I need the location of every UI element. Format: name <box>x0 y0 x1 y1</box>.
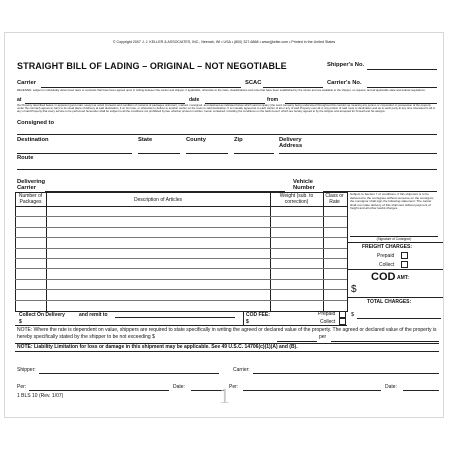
delivery-address-label: Delivery Address <box>279 137 303 149</box>
delivering-carrier-label: Delivering Carrier <box>17 179 46 191</box>
copyright-line: © Copyright 2007 J. J. KELLER & ASSOCIATES, INC., Neenah, WI • USA • (800) 327-6868 • www.jjkeller.com • Printed in the United States <box>112 40 336 44</box>
cod-fee-collect-checkbox[interactable] <box>339 318 346 325</box>
table-row[interactable] <box>15 300 347 301</box>
shipper-date-label: Date: <box>173 384 185 390</box>
route-label: Route <box>17 155 34 161</box>
cod-fee-prepaid-checkbox[interactable] <box>339 311 346 318</box>
date-label: date <box>189 97 200 103</box>
shipper-per-label: Per: <box>17 384 27 390</box>
cod-label: COD <box>371 271 396 283</box>
freight-prepaid-label: Prepaid <box>377 253 395 259</box>
scac-field[interactable] <box>263 87 323 88</box>
collect-on-delivery-label: Collect On Delivery <box>19 312 65 318</box>
carrier-signature-label: Carrier: <box>233 367 250 373</box>
consigned-to-field[interactable] <box>17 134 437 135</box>
at-label: at <box>17 97 22 103</box>
col-description-header: Description of Articles <box>133 197 183 203</box>
destination-field[interactable] <box>17 153 132 154</box>
zip-label: Zip <box>234 137 243 143</box>
table-row[interactable] <box>15 268 347 269</box>
shipper-field[interactable] <box>39 373 219 374</box>
shipper-per-field[interactable] <box>29 390 169 391</box>
cod-fee-collect-label: Collect <box>320 319 336 325</box>
destination-label: Destination <box>17 137 49 143</box>
carrier-signature-field[interactable] <box>253 373 439 374</box>
carrier-field[interactable] <box>41 87 241 88</box>
received-text: RECEIVED, subject to individually determined rates or contracts that have been agreed upon in writing between the carrier and shipper, if applicable, otherwise to the rates, classifications and rules that have been established by the carrier and are available to the shipper, on request, and all applicable state and federal regulations: <box>17 89 426 92</box>
table-row[interactable] <box>15 237 347 238</box>
remit-to-field[interactable] <box>115 317 235 318</box>
declared-value-field[interactable] <box>277 341 317 342</box>
liability-note: NOTE: Liability Limitation for loss or damage in this shipment may be applicable. See 49 U.S.C. 14706(c)(1)(A) and (B). <box>17 344 298 350</box>
zip-field[interactable] <box>234 153 274 154</box>
shippers-no-field[interactable] <box>367 69 437 70</box>
delivery-address-field[interactable] <box>279 153 437 154</box>
consigned-to-label: Consigned to <box>17 120 55 126</box>
county-label: County <box>186 137 206 143</box>
per-text: per <box>319 334 327 340</box>
carrier-per-label: Per: <box>229 384 239 390</box>
from-label: from <box>267 97 279 103</box>
declared-per-field[interactable] <box>331 341 439 342</box>
total-dollar-sign: $ <box>351 312 355 318</box>
carrier-label: Carrier <box>17 80 37 86</box>
freight-collect-checkbox[interactable] <box>401 261 408 268</box>
property-text: the Property described below, in apparent good order, except as noted (contents and condition of contents of packages unknown), marked, consigned, and destined as indicated below which said company (the word company being understood throughout this contract as meaning any person or corporation in possession of the property under the contract) agrees to carry to its usual place of delivery at said destination, if on its route, or otherwise to deliver to another carrier on the route to said destination. It is mutually agreed as to each carrier of all or any of said Property over all or any portion of said route to destination and as to each party at any time interested in all or any of said Property that every service to be performed hereunder shall be subject to all the conditions not prohibited by law, whether printed or written, herein contained, including the conditions on the back hereof, which are hereby agreed to by the shipper and accepted for himself and his assigns. <box>17 104 436 114</box>
cod-amt-label: AMT: <box>397 275 409 281</box>
col-weight-header: Weight (sub. to correction) <box>279 193 314 205</box>
carriers-no-field[interactable] <box>367 87 437 88</box>
articles-table <box>15 192 348 312</box>
total-charges-label: TOTAL CHARGES: <box>367 299 412 305</box>
cod-fee-label: COD FEE: <box>246 312 270 318</box>
vehicle-number-label: Vehicle Number <box>293 179 315 191</box>
shipper-label: Shipper: <box>17 367 36 373</box>
state-field[interactable] <box>138 153 180 154</box>
col-packages-header: Number of Packages <box>18 193 43 205</box>
bill-of-lading-form <box>4 32 444 418</box>
cod-fee-prepaid-label: Prepaid <box>318 311 336 317</box>
carrier-date-label: Date: <box>385 384 397 390</box>
table-row[interactable] <box>15 216 347 217</box>
table-row[interactable] <box>15 258 347 259</box>
cod-dollar-sign: $ <box>351 284 357 295</box>
cod-fee-dollar: $ <box>246 319 249 325</box>
state-label: State <box>138 137 153 143</box>
section7-text: Subject to Section 7 of conditions, if this shipment is to be delivered to the consignee without recourse on the consignor, the consignor shall sign the following statement: The carrier shall not make delivery of this shipment without payment of freight and all other lawful charges. <box>350 193 435 211</box>
col-class-header: Class or Rate <box>325 193 344 205</box>
table-row[interactable] <box>15 279 347 280</box>
freight-charges-label: FREIGHT CHARGES: <box>362 244 412 250</box>
freight-collect-label: Collect <box>379 262 395 268</box>
scac-label: SCAC <box>245 80 262 86</box>
county-field[interactable] <box>186 153 228 154</box>
carrier-per-field[interactable] <box>243 390 381 391</box>
form-number: 1 BLS 10 (Rev. 1/07) <box>17 393 64 399</box>
table-row[interactable] <box>15 248 347 249</box>
table-row[interactable] <box>15 289 347 290</box>
table-row[interactable] <box>15 227 347 228</box>
copy-number: 1 <box>219 383 230 408</box>
signature-label: (Signature of Consignor) <box>376 237 412 241</box>
route-field[interactable] <box>17 169 437 170</box>
freight-prepaid-checkbox[interactable] <box>401 252 408 259</box>
total-charges-field[interactable] <box>357 318 441 319</box>
declared-value-note: NOTE: Where the rate is dependent on value, shippers are required to state specifically in writing the agreed or declared value of the property. The agreed or declared value of the property is hereby specifically stated by the shipper to be not exceeding $ <box>17 327 437 340</box>
cod-remit-dollar: $ <box>19 319 22 325</box>
shippers-no-label: Shipper's No. <box>327 62 365 68</box>
carriers-no-label: Carrier's No. <box>327 80 362 86</box>
remit-to-label: and remit to <box>79 312 108 318</box>
carrier-date-field[interactable] <box>403 390 439 391</box>
form-title: STRAIGHT BILL OF LADING – ORIGINAL – NOT NEGOTIABLE <box>17 61 287 71</box>
